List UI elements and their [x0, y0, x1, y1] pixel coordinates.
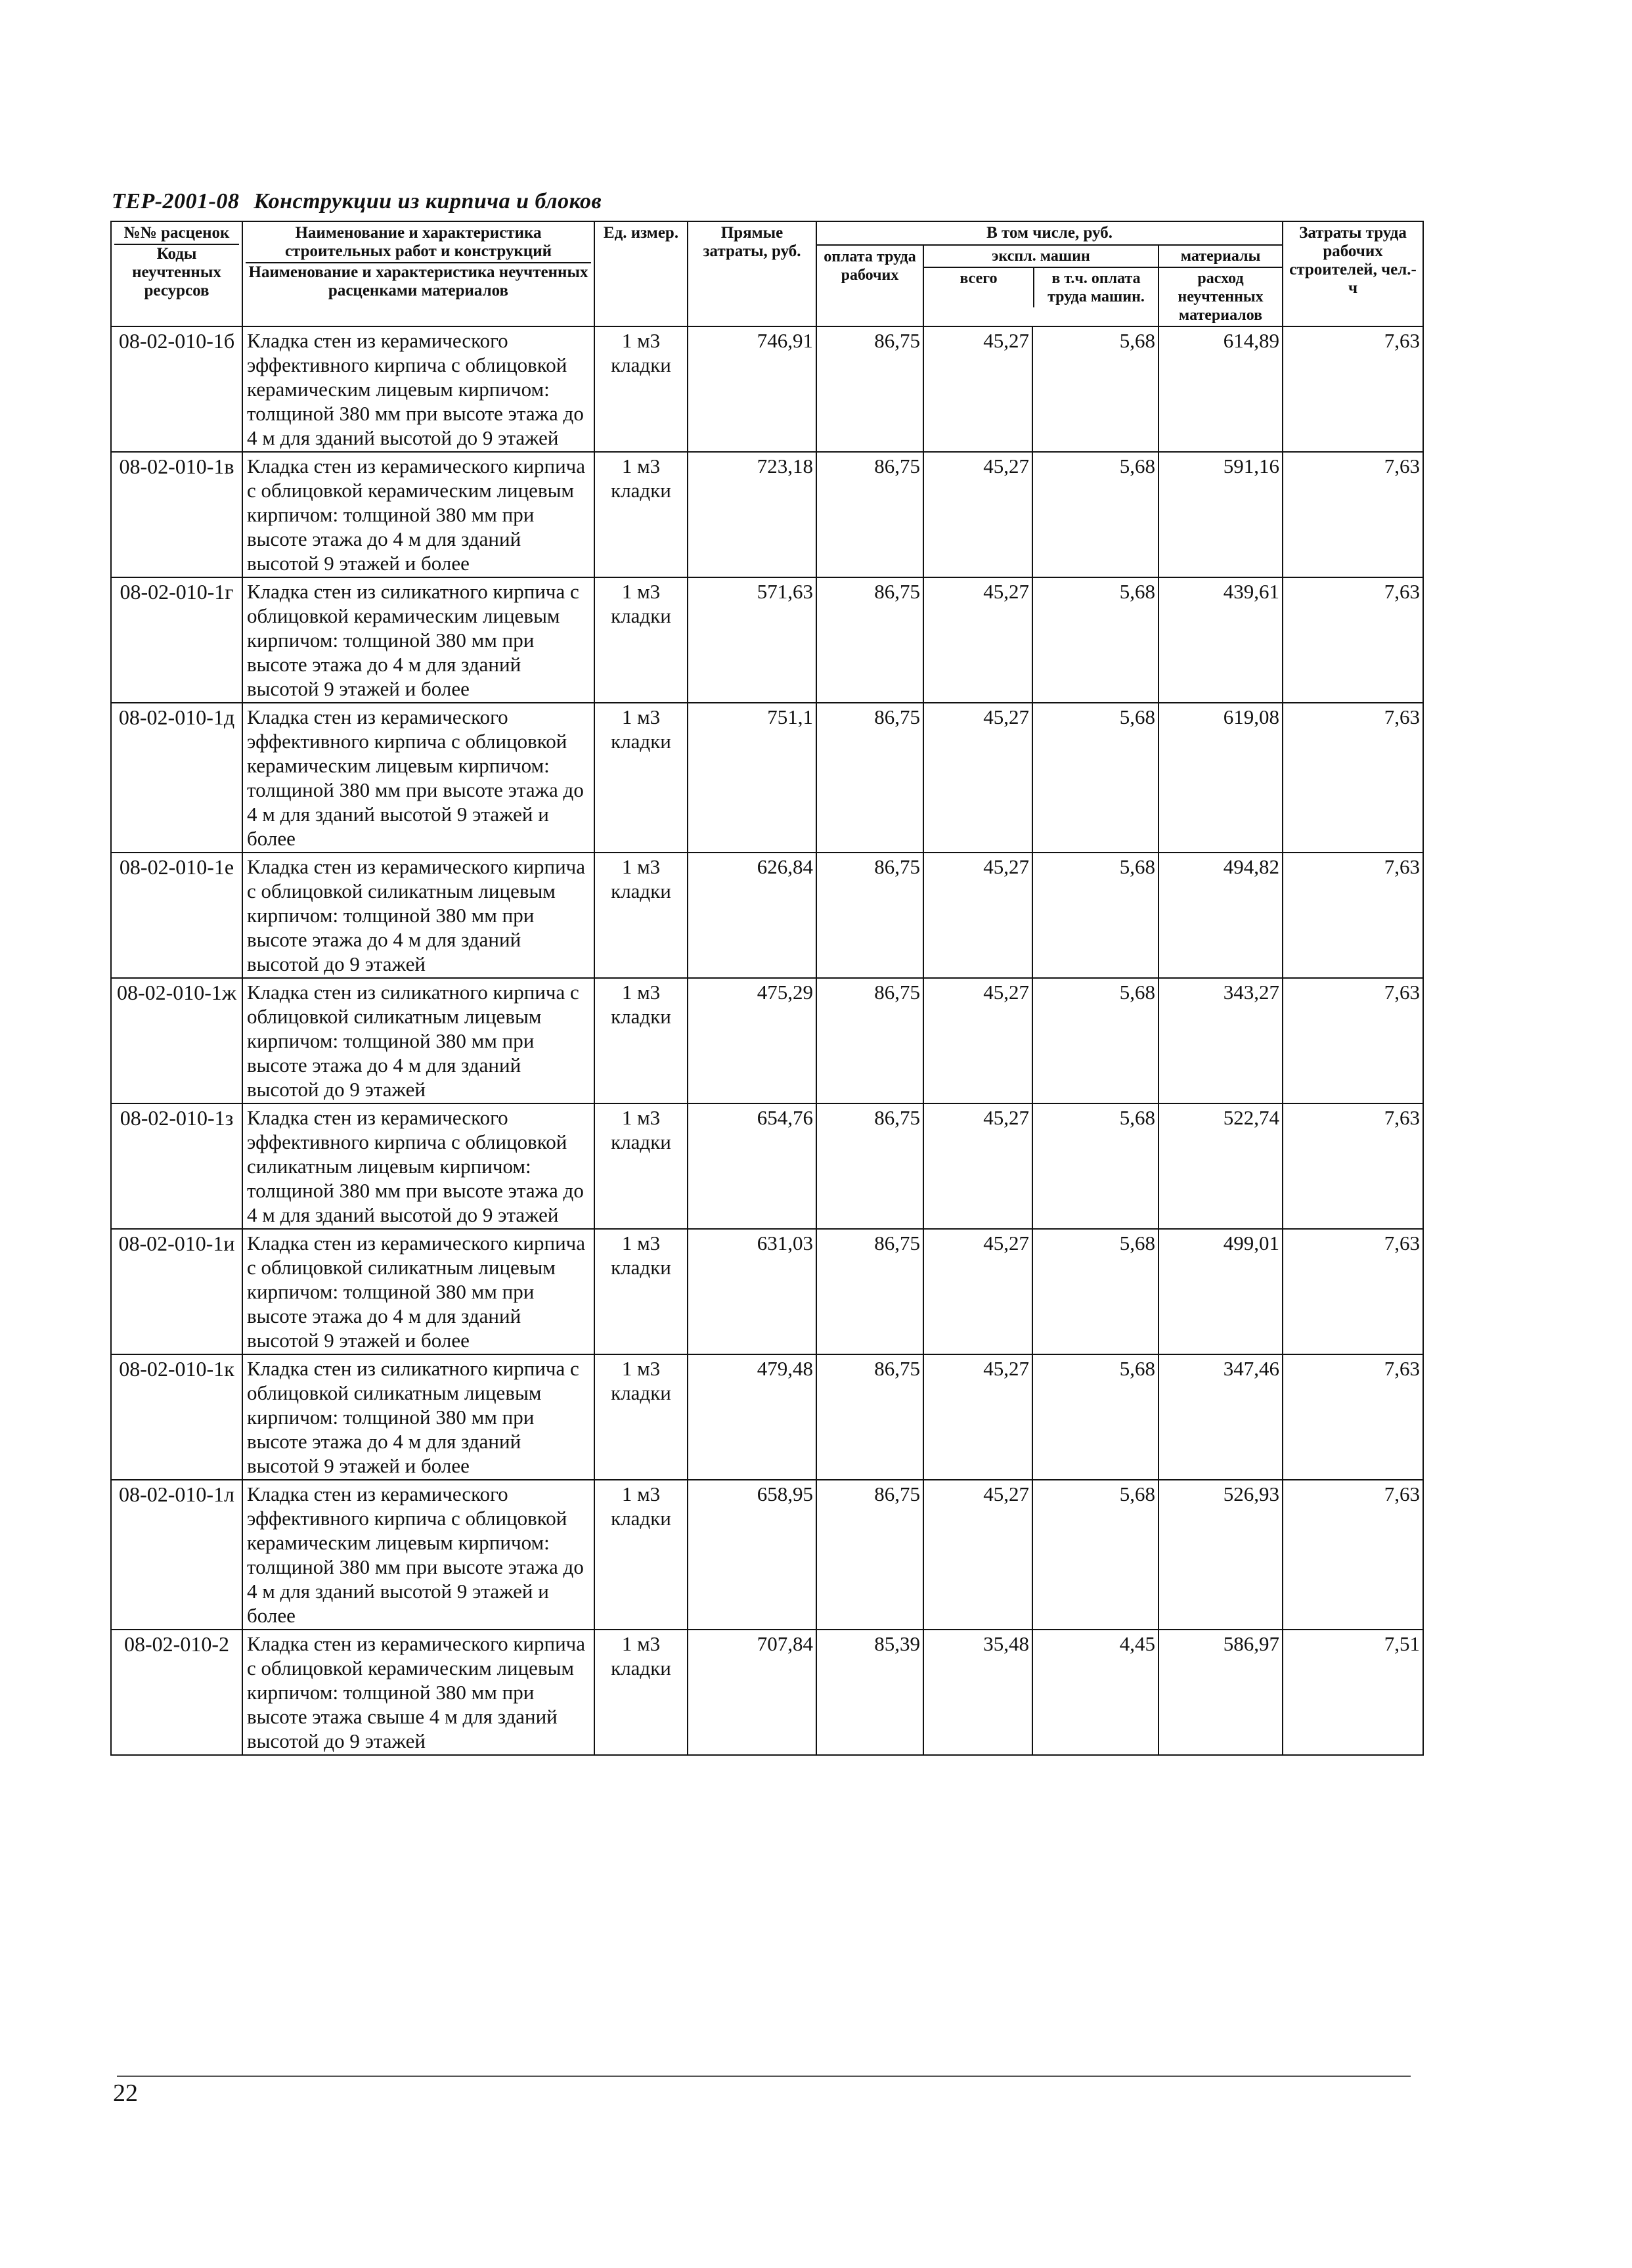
machines-total: 45,27	[923, 853, 1032, 978]
rate-code: 08-02-010-1б	[111, 326, 242, 452]
header-materials	[1158, 245, 1283, 326]
header-name-bottom: Наименование и характеристика неучтенных расценками материалов	[248, 263, 588, 300]
work-description: Кладка стен из керамического кирпича с облицовкой керамическим лицевым кирпичом: толщиной 380 мм при высоте этажа до 4 м для зданий высотой 9 этажей и более	[242, 452, 594, 577]
labor-hours: 7,63	[1283, 326, 1423, 452]
header-including-group: В том числе, руб.	[816, 221, 1283, 245]
table-row	[111, 452, 1423, 577]
table-row	[111, 1354, 1423, 1480]
labor-hours: 7,63	[1283, 1103, 1423, 1229]
header-name-top: Наименование и характеристика строительных работ и конструкций	[246, 224, 591, 263]
machines-labor-pay: 5,68	[1032, 326, 1158, 452]
machines-total: 45,27	[923, 326, 1032, 452]
rate-code: 08-02-010-1в	[111, 452, 242, 577]
footer-rule	[117, 2076, 1411, 2077]
table-row	[111, 326, 1423, 452]
direct-costs: 475,29	[688, 978, 816, 1103]
labor-pay: 86,75	[816, 577, 923, 703]
page-header	[112, 189, 602, 214]
machines-total: 45,27	[923, 1229, 1032, 1354]
materials-cost: 591,16	[1158, 452, 1283, 577]
labor-pay: 86,75	[816, 1103, 923, 1229]
document-code: ТЕР-2001-08	[112, 189, 240, 213]
unit-of-measure: 1 м3 кладки	[594, 978, 688, 1103]
labor-hours: 7,63	[1283, 1229, 1423, 1354]
rate-code: 08-02-010-1л	[111, 1480, 242, 1630]
header-machines-group	[923, 245, 1158, 326]
table-row	[111, 853, 1423, 978]
materials-cost: 586,97	[1158, 1630, 1283, 1755]
labor-pay: 86,75	[816, 978, 923, 1103]
direct-costs: 626,84	[688, 853, 816, 978]
machines-labor-pay: 5,68	[1032, 1354, 1158, 1480]
machines-total: 45,27	[923, 978, 1032, 1103]
direct-costs: 723,18	[688, 452, 816, 577]
header-machines-labor: в т.ч. оплата труда машин.	[1048, 270, 1145, 305]
rate-code: 08-02-010-1з	[111, 1103, 242, 1229]
unit-of-measure: 1 м3 кладки	[594, 577, 688, 703]
direct-costs: 571,63	[688, 577, 816, 703]
header-code-bottom: Коды неучтенных ресурсов	[132, 245, 221, 300]
table-header-row	[111, 221, 1423, 245]
materials-cost: 494,82	[1158, 853, 1283, 978]
machines-labor-pay: 5,68	[1032, 1480, 1158, 1630]
materials-cost: 499,01	[1158, 1229, 1283, 1354]
table-row	[111, 577, 1423, 703]
labor-hours: 7,51	[1283, 1630, 1423, 1755]
rate-code: 08-02-010-1д	[111, 703, 242, 853]
materials-cost: 522,74	[1158, 1103, 1283, 1229]
table-row	[111, 703, 1423, 853]
labor-hours: 7,63	[1283, 853, 1423, 978]
rate-code: 08-02-010-1е	[111, 853, 242, 978]
labor-pay: 86,75	[816, 853, 923, 978]
work-description: Кладка стен из керамического эффективного кирпича с облицовкой силикатным лицевым кирпичом: толщиной 380 мм при высоте этажа до 4 м для зданий высотой до 9 этажей	[242, 1103, 594, 1229]
labor-pay: 86,75	[816, 452, 923, 577]
machines-labor-pay: 5,68	[1032, 978, 1158, 1103]
machines-total: 45,27	[923, 1480, 1032, 1630]
direct-costs: 751,1	[688, 703, 816, 853]
header-materials-top: материалы	[1159, 246, 1282, 268]
machines-labor-pay: 5,68	[1032, 703, 1158, 853]
table-row	[111, 1630, 1423, 1755]
direct-costs: 654,76	[688, 1103, 816, 1229]
unit-of-measure: 1 м3 кладки	[594, 1103, 688, 1229]
work-description: Кладка стен из керамического эффективного кирпича с облицовкой керамическим лицевым кирпичом: толщиной 380 мм при высоте этажа до 4 м для зданий высотой 9 этажей и более	[242, 1480, 594, 1630]
machines-total: 45,27	[923, 1103, 1032, 1229]
table-row	[111, 1103, 1423, 1229]
rate-code: 08-02-010-1к	[111, 1354, 242, 1480]
direct-costs: 658,95	[688, 1480, 816, 1630]
header-labor-cost: Затраты труда рабочих строителей, чел.-ч	[1283, 221, 1423, 326]
table-row	[111, 1480, 1423, 1630]
work-description: Кладка стен из керамического эффективного кирпича с облицовкой керамическим лицевым кирпичом: толщиной 380 мм при высоте этажа до 4 м для зданий высотой 9 этажей и более	[242, 703, 594, 853]
machines-total: 45,27	[923, 1354, 1032, 1480]
page-number: 22	[113, 2079, 138, 2107]
unit-of-measure: 1 м3 кладки	[594, 1480, 688, 1630]
direct-costs: 746,91	[688, 326, 816, 452]
labor-pay: 85,39	[816, 1630, 923, 1755]
rate-code: 08-02-010-2	[111, 1630, 242, 1755]
header-machines-total: всего	[924, 268, 1034, 307]
work-description: Кладка стен из керамического кирпича с облицовкой силикатным лицевым кирпичом: толщиной 380 мм при высоте этажа до 4 м для зданий высотой до 9 этажей	[242, 853, 594, 978]
work-description: Кладка стен из силикатного кирпича с облицовкой силикатным лицевым кирпичом: толщиной 380 мм при высоте этажа до 4 м для зданий высотой 9 этажей и более	[242, 1354, 594, 1480]
labor-pay: 86,75	[816, 326, 923, 452]
machines-total: 45,27	[923, 703, 1032, 853]
machines-labor-pay: 5,68	[1032, 452, 1158, 577]
unit-of-measure: 1 м3 кладки	[594, 853, 688, 978]
work-description: Кладка стен из силикатного кирпича с облицовкой керамическим лицевым кирпичом: толщиной 380 мм при высоте этажа до 4 м для зданий высотой 9 этажей и более	[242, 577, 594, 703]
materials-cost: 526,93	[1158, 1480, 1283, 1630]
materials-cost: 343,27	[1158, 978, 1283, 1103]
labor-hours: 7,63	[1283, 577, 1423, 703]
labor-hours: 7,63	[1283, 1354, 1423, 1480]
rate-code: 08-02-010-1г	[111, 577, 242, 703]
materials-cost: 614,89	[1158, 326, 1283, 452]
machines-total: 45,27	[923, 577, 1032, 703]
unit-of-measure: 1 м3 кладки	[594, 452, 688, 577]
labor-pay: 86,75	[816, 1480, 923, 1630]
machines-labor-pay: 4,45	[1032, 1630, 1158, 1755]
machines-labor-pay: 5,68	[1032, 1103, 1158, 1229]
direct-costs: 631,03	[688, 1229, 816, 1354]
machines-total: 45,27	[923, 452, 1032, 577]
header-unit: Ед. измер.	[594, 221, 688, 326]
unit-of-measure: 1 м3 кладки	[594, 1630, 688, 1755]
rate-code: 08-02-010-1и	[111, 1229, 242, 1354]
labor-hours: 7,63	[1283, 452, 1423, 577]
labor-hours: 7,63	[1283, 1480, 1423, 1630]
unit-of-measure: 1 м3 кладки	[594, 1354, 688, 1480]
header-direct-costs: Прямые затраты, руб.	[688, 221, 816, 326]
document-title: Конструкции из кирпича и блоков	[254, 189, 602, 213]
rates-body	[111, 326, 1423, 1755]
rates-table	[110, 221, 1424, 1756]
materials-cost: 619,08	[1158, 703, 1283, 853]
header-code-top: №№ расценок	[114, 224, 239, 245]
labor-pay: 86,75	[816, 703, 923, 853]
unit-of-measure: 1 м3 кладки	[594, 703, 688, 853]
work-description: Кладка стен из керамического кирпича с облицовкой керамическим лицевым кирпичом: толщиной 380 мм при высоте этажа свыше 4 м для зданий высотой до 9 этажей	[242, 1630, 594, 1755]
direct-costs: 479,48	[688, 1354, 816, 1480]
header-labor-pay: оплата труда рабочих	[816, 245, 923, 326]
labor-hours: 7,63	[1283, 703, 1423, 853]
rate-code: 08-02-010-1ж	[111, 978, 242, 1103]
header-machines-label: экспл. машин	[924, 246, 1158, 268]
work-description: Кладка стен из керамического кирпича с облицовкой силикатным лицевым кирпичом: толщиной 380 мм при высоте этажа до 4 м для зданий высотой 9 этажей и более	[242, 1229, 594, 1354]
work-description: Кладка стен из силикатного кирпича с облицовкой силикатным лицевым кирпичом: толщиной 380 мм при высоте этажа до 4 м для зданий высотой до 9 этажей	[242, 978, 594, 1103]
materials-cost: 347,46	[1158, 1354, 1283, 1480]
machines-labor-pay: 5,68	[1032, 853, 1158, 978]
direct-costs: 707,84	[688, 1630, 816, 1755]
machines-labor-pay: 5,68	[1032, 1229, 1158, 1354]
labor-pay: 86,75	[816, 1354, 923, 1480]
header-code	[111, 221, 242, 326]
unit-of-measure: 1 м3 кладки	[594, 1229, 688, 1354]
table-row	[111, 978, 1423, 1103]
labor-hours: 7,63	[1283, 978, 1423, 1103]
header-name	[242, 221, 594, 326]
work-description: Кладка стен из керамического эффективного кирпича с облицовкой керамическим лицевым кирпичом: толщиной 380 мм при высоте этажа до 4 м для зданий высотой до 9 этажей	[242, 326, 594, 452]
machines-labor-pay: 5,68	[1032, 577, 1158, 703]
labor-pay: 86,75	[816, 1229, 923, 1354]
table-row	[111, 1229, 1423, 1354]
materials-cost: 439,61	[1158, 577, 1283, 703]
unit-of-measure: 1 м3 кладки	[594, 326, 688, 452]
header-materials-bottom: расход неучтенных материалов	[1178, 270, 1264, 324]
machines-total: 35,48	[923, 1630, 1032, 1755]
